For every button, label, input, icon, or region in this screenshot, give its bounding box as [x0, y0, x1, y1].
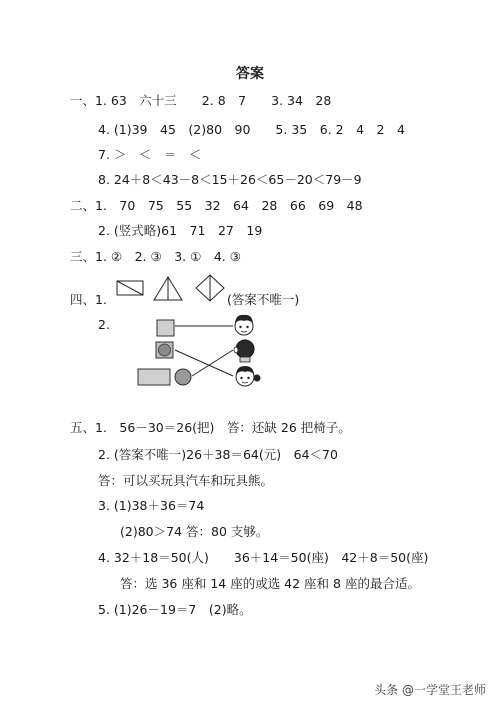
divided-triangle-figure: [154, 277, 182, 300]
answer-2-1: 二、1. 70 75 55 32 64 28 66 69 48: [70, 198, 363, 213]
cube-figure: [157, 320, 174, 336]
answer-4-2-label: 2.: [98, 317, 110, 332]
answer-4-1-label: 四、1.: [70, 292, 107, 307]
child-face-icon: [235, 315, 253, 335]
girl-face-icon: [236, 366, 261, 386]
answer-1-1-3: 一、1. 63 六十三 2. 8 7 3. 34 28: [70, 93, 332, 108]
answer-5-5: 5. (1)26－19＝7 (2)略。: [98, 602, 252, 617]
answer-5-2-reply: 答：可以买玩具汽车和玩具熊。: [98, 473, 274, 488]
answer-3: 三、1. ② 2. ③ 3. ① 4. ③: [70, 249, 241, 264]
sphere-in-cube-figure: [156, 342, 173, 358]
match-line-sphere: [175, 350, 233, 376]
answer-1-8: 8. 24＋8＜43－8＜15＋26＜65－20＜79－9: [98, 172, 362, 187]
answer-4-1-note: (答案不唯一): [227, 292, 300, 307]
watermark: 头条 @一学堂王老师: [374, 683, 486, 697]
answer-5-3-2: (2)80＞74 答：80 支够。: [120, 524, 269, 539]
answer-5-1: 五、1. 56－30＝26(把) 答：还缺 26 把椅子。: [70, 420, 351, 435]
answer-5-2: 2. (答案不唯一)26＋38＝64(元) 64＜70: [98, 447, 338, 462]
answer-1-7: 7. ＞ ＜ ＝ ＜: [98, 147, 202, 162]
answer-5-4-reply: 答：选 36 座和 14 座的或选 42 座和 8 座的最合适。: [120, 576, 420, 591]
ball-figure: [175, 369, 191, 385]
child-head-back-icon: [234, 340, 254, 362]
match-line-ball: [192, 350, 233, 376]
answer-5-3-1: 3. (1)38＋36＝74: [98, 498, 205, 513]
answer-5-4: 4. 32＋18＝50(人) 36＋14＝50(座) 42＋8＝50(座): [98, 550, 429, 565]
page-title: 答案: [236, 66, 264, 82]
divided-rhombus-figure: [196, 275, 224, 301]
cuboid-figure: [138, 369, 170, 385]
answer-2-2: 2. (竖式略)61 71 27 19: [98, 223, 263, 238]
divided-rectangle-figure: [117, 281, 143, 295]
answer-1-4-6: 4. (1)39 45 (2)80 90 5. 35 6. 2 4 2 4: [98, 122, 405, 137]
